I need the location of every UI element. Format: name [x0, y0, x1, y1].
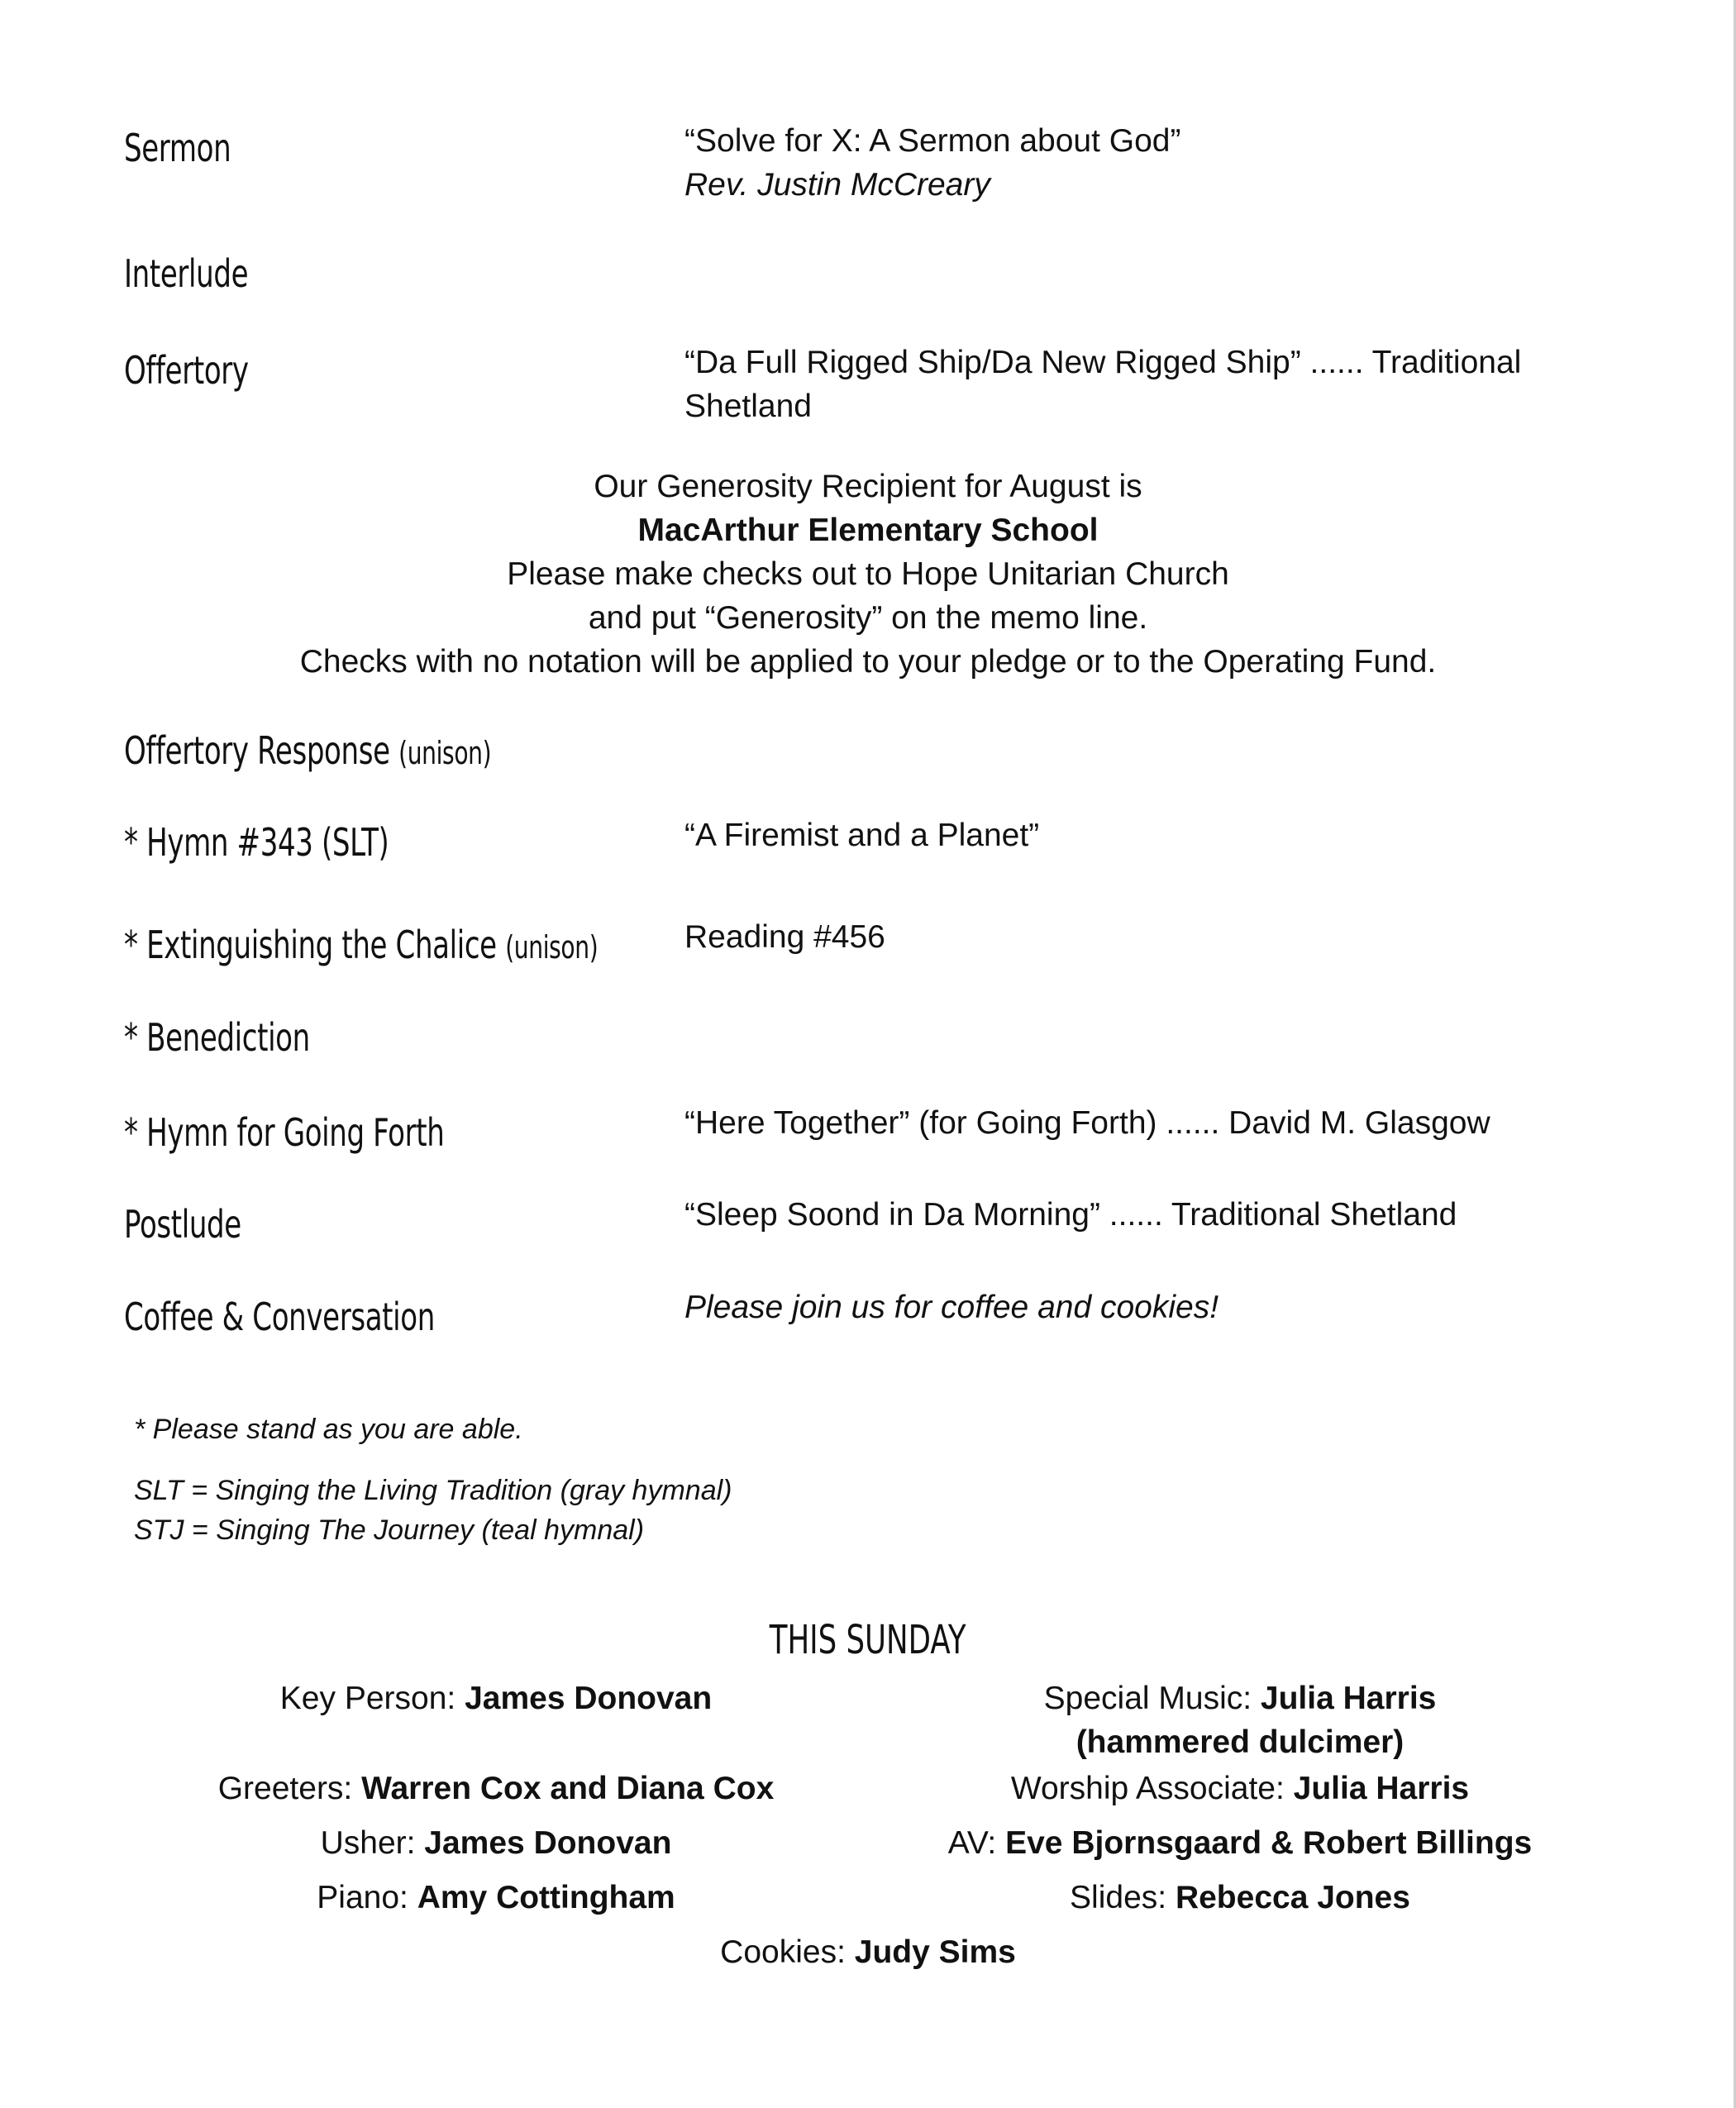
av: AV: Eve Bjornsgaard & Robert Billings: [947, 1825, 1533, 1861]
generosity-checks: Please make checks out to Hope Unitarian Church: [507, 556, 1229, 592]
piano: Piano: Amy Cottingham: [317, 1880, 675, 1915]
stand-note: * Please stand as you are able.: [134, 1414, 523, 1445]
sermon-label: Sermon: [124, 126, 231, 170]
sermon-title: “Solve for X: A Sermon about God”: [684, 123, 1181, 159]
going-forth-title: “Here Together” (for Going Forth) ...... David M. Glasgow: [684, 1105, 1490, 1141]
offertory-response-text: Offertory Response: [124, 728, 390, 773]
greeters: Greeters: Warren Cox and Diana Cox: [217, 1771, 775, 1806]
chalice-note: (unison): [505, 929, 599, 966]
worship-associate: Worship Associate: Julia Harris: [1010, 1771, 1470, 1806]
generosity-recipient: MacArthur Elementary School: [637, 513, 1099, 548]
offertory-response-note: (unison): [398, 735, 492, 771]
cookies: Cookies: Judy Sims: [720, 1934, 1016, 1970]
generosity-intro: Our Generosity Recipient for August is: [594, 469, 1142, 504]
generosity-notation: Checks with no notation will be applied to your pledge or to the Operating Fund.: [299, 644, 1437, 680]
slides: Slides: Rebecca Jones: [1070, 1880, 1410, 1915]
interlude-label: Interlude: [124, 251, 249, 296]
stj-note: STJ = Singing The Journey (teal hymnal): [134, 1514, 645, 1546]
offertory-label: Offertory: [124, 348, 249, 393]
postlude-label: Postlude: [124, 1202, 241, 1247]
hymn-label: * Hymn #343 (SLT): [124, 820, 389, 865]
generosity-memo: and put “Generosity” on the memo line.: [588, 600, 1148, 636]
postlude-title: “Sleep Soond in Da Morning” ...... Traditional Shetland: [684, 1197, 1457, 1233]
chalice-text: * Extinguishing the Chalice: [124, 923, 497, 967]
going-forth-label: * Hymn for Going Forth: [124, 1110, 445, 1155]
special-music: Special Music: Julia Harris: [1043, 1681, 1437, 1716]
key-person: Key Person: James Donovan: [279, 1681, 713, 1716]
offertory-line1: “Da Full Rigged Ship/Da New Rigged Ship” ...... Traditional: [684, 345, 1522, 380]
offertory-response-label: [124, 728, 491, 773]
coffee-label: Coffee & Conversation: [124, 1295, 435, 1339]
slt-note: SLT = Singing the Living Tradition (gray hymnal): [134, 1475, 732, 1506]
sermon-speaker: Rev. Justin McCreary: [684, 167, 990, 203]
this-sunday-heading: THIS SUNDAY: [770, 1617, 966, 1663]
benediction-label: * Benediction: [124, 1015, 310, 1060]
hymn-title: “A Firemist and a Planet”: [684, 818, 1040, 853]
usher: Usher: James Donovan: [320, 1825, 672, 1861]
chalice-reading: Reading #456: [684, 919, 885, 955]
chalice-label: [124, 923, 598, 967]
offertory-line2: Shetland: [684, 389, 812, 424]
special-music-detail: (hammered dulcimer): [1075, 1724, 1405, 1760]
coffee-invite: Please join us for coffee and cookies!: [684, 1290, 1219, 1325]
